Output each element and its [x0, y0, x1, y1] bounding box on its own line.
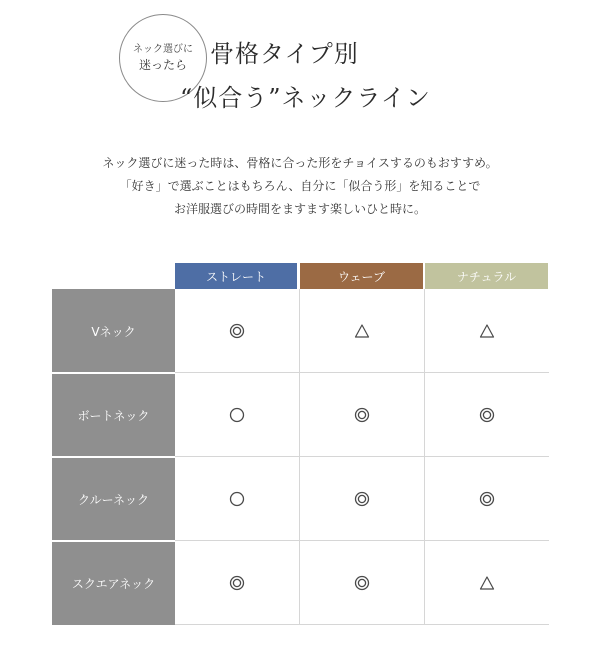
badge-line-1: ネック選びに — [133, 44, 193, 56]
rating-cell — [424, 457, 549, 541]
column-header: ナチュラル — [425, 263, 548, 289]
rating-cell — [424, 289, 549, 373]
row-header: スクエアネック — [52, 541, 175, 625]
title-line-2: “似合う”ネックライン — [180, 84, 431, 112]
rating-cell — [299, 373, 424, 457]
column-header: ウェーブ — [300, 263, 423, 289]
rating-cell — [299, 289, 424, 373]
intro-line-3: お洋服選びの時間をますます楽しいひと時に。 — [173, 202, 426, 216]
column-separator — [299, 289, 300, 625]
double-circle-mark-icon — [354, 407, 370, 423]
rating-cell — [424, 541, 549, 625]
column-separator — [424, 289, 425, 625]
circle-mark-icon — [229, 407, 245, 423]
row-header: Vネック — [52, 289, 175, 373]
badge-line-2: 迷ったら — [138, 57, 187, 72]
circle-mark-icon — [229, 491, 245, 507]
double-circle-mark-icon — [479, 491, 495, 507]
triangle-mark-icon — [354, 323, 370, 339]
intro-line-1: ネック選びに迷った時は、骨格に合った形をチョイスするのもおすすめ。 — [102, 156, 498, 170]
double-circle-mark-icon — [354, 491, 370, 507]
row-divider — [52, 456, 175, 458]
rating-cell — [175, 457, 299, 541]
title-line-1: 骨格タイプ別 — [210, 40, 359, 68]
row-divider — [52, 372, 175, 374]
row-header: クルーネック — [52, 457, 175, 541]
double-circle-mark-icon — [479, 407, 495, 423]
rating-cell — [299, 457, 424, 541]
rating-cell — [175, 373, 299, 457]
column-header: ストレート — [175, 263, 297, 289]
intro-line-2: 「好き」で選ぶことはもちろん、自分に「似合う形」を知ることで — [119, 179, 481, 193]
rating-cell — [424, 373, 549, 457]
intro-text — [0, 152, 600, 221]
triangle-mark-icon — [479, 575, 495, 591]
rating-cell — [299, 541, 424, 625]
double-circle-mark-icon — [229, 575, 245, 591]
triangle-mark-icon — [479, 323, 495, 339]
row-divider — [52, 540, 175, 542]
double-circle-mark-icon — [354, 575, 370, 591]
double-circle-mark-icon — [229, 323, 245, 339]
rating-cell — [175, 541, 299, 625]
rating-cell — [175, 289, 299, 373]
row-header: ボートネック — [52, 373, 175, 457]
